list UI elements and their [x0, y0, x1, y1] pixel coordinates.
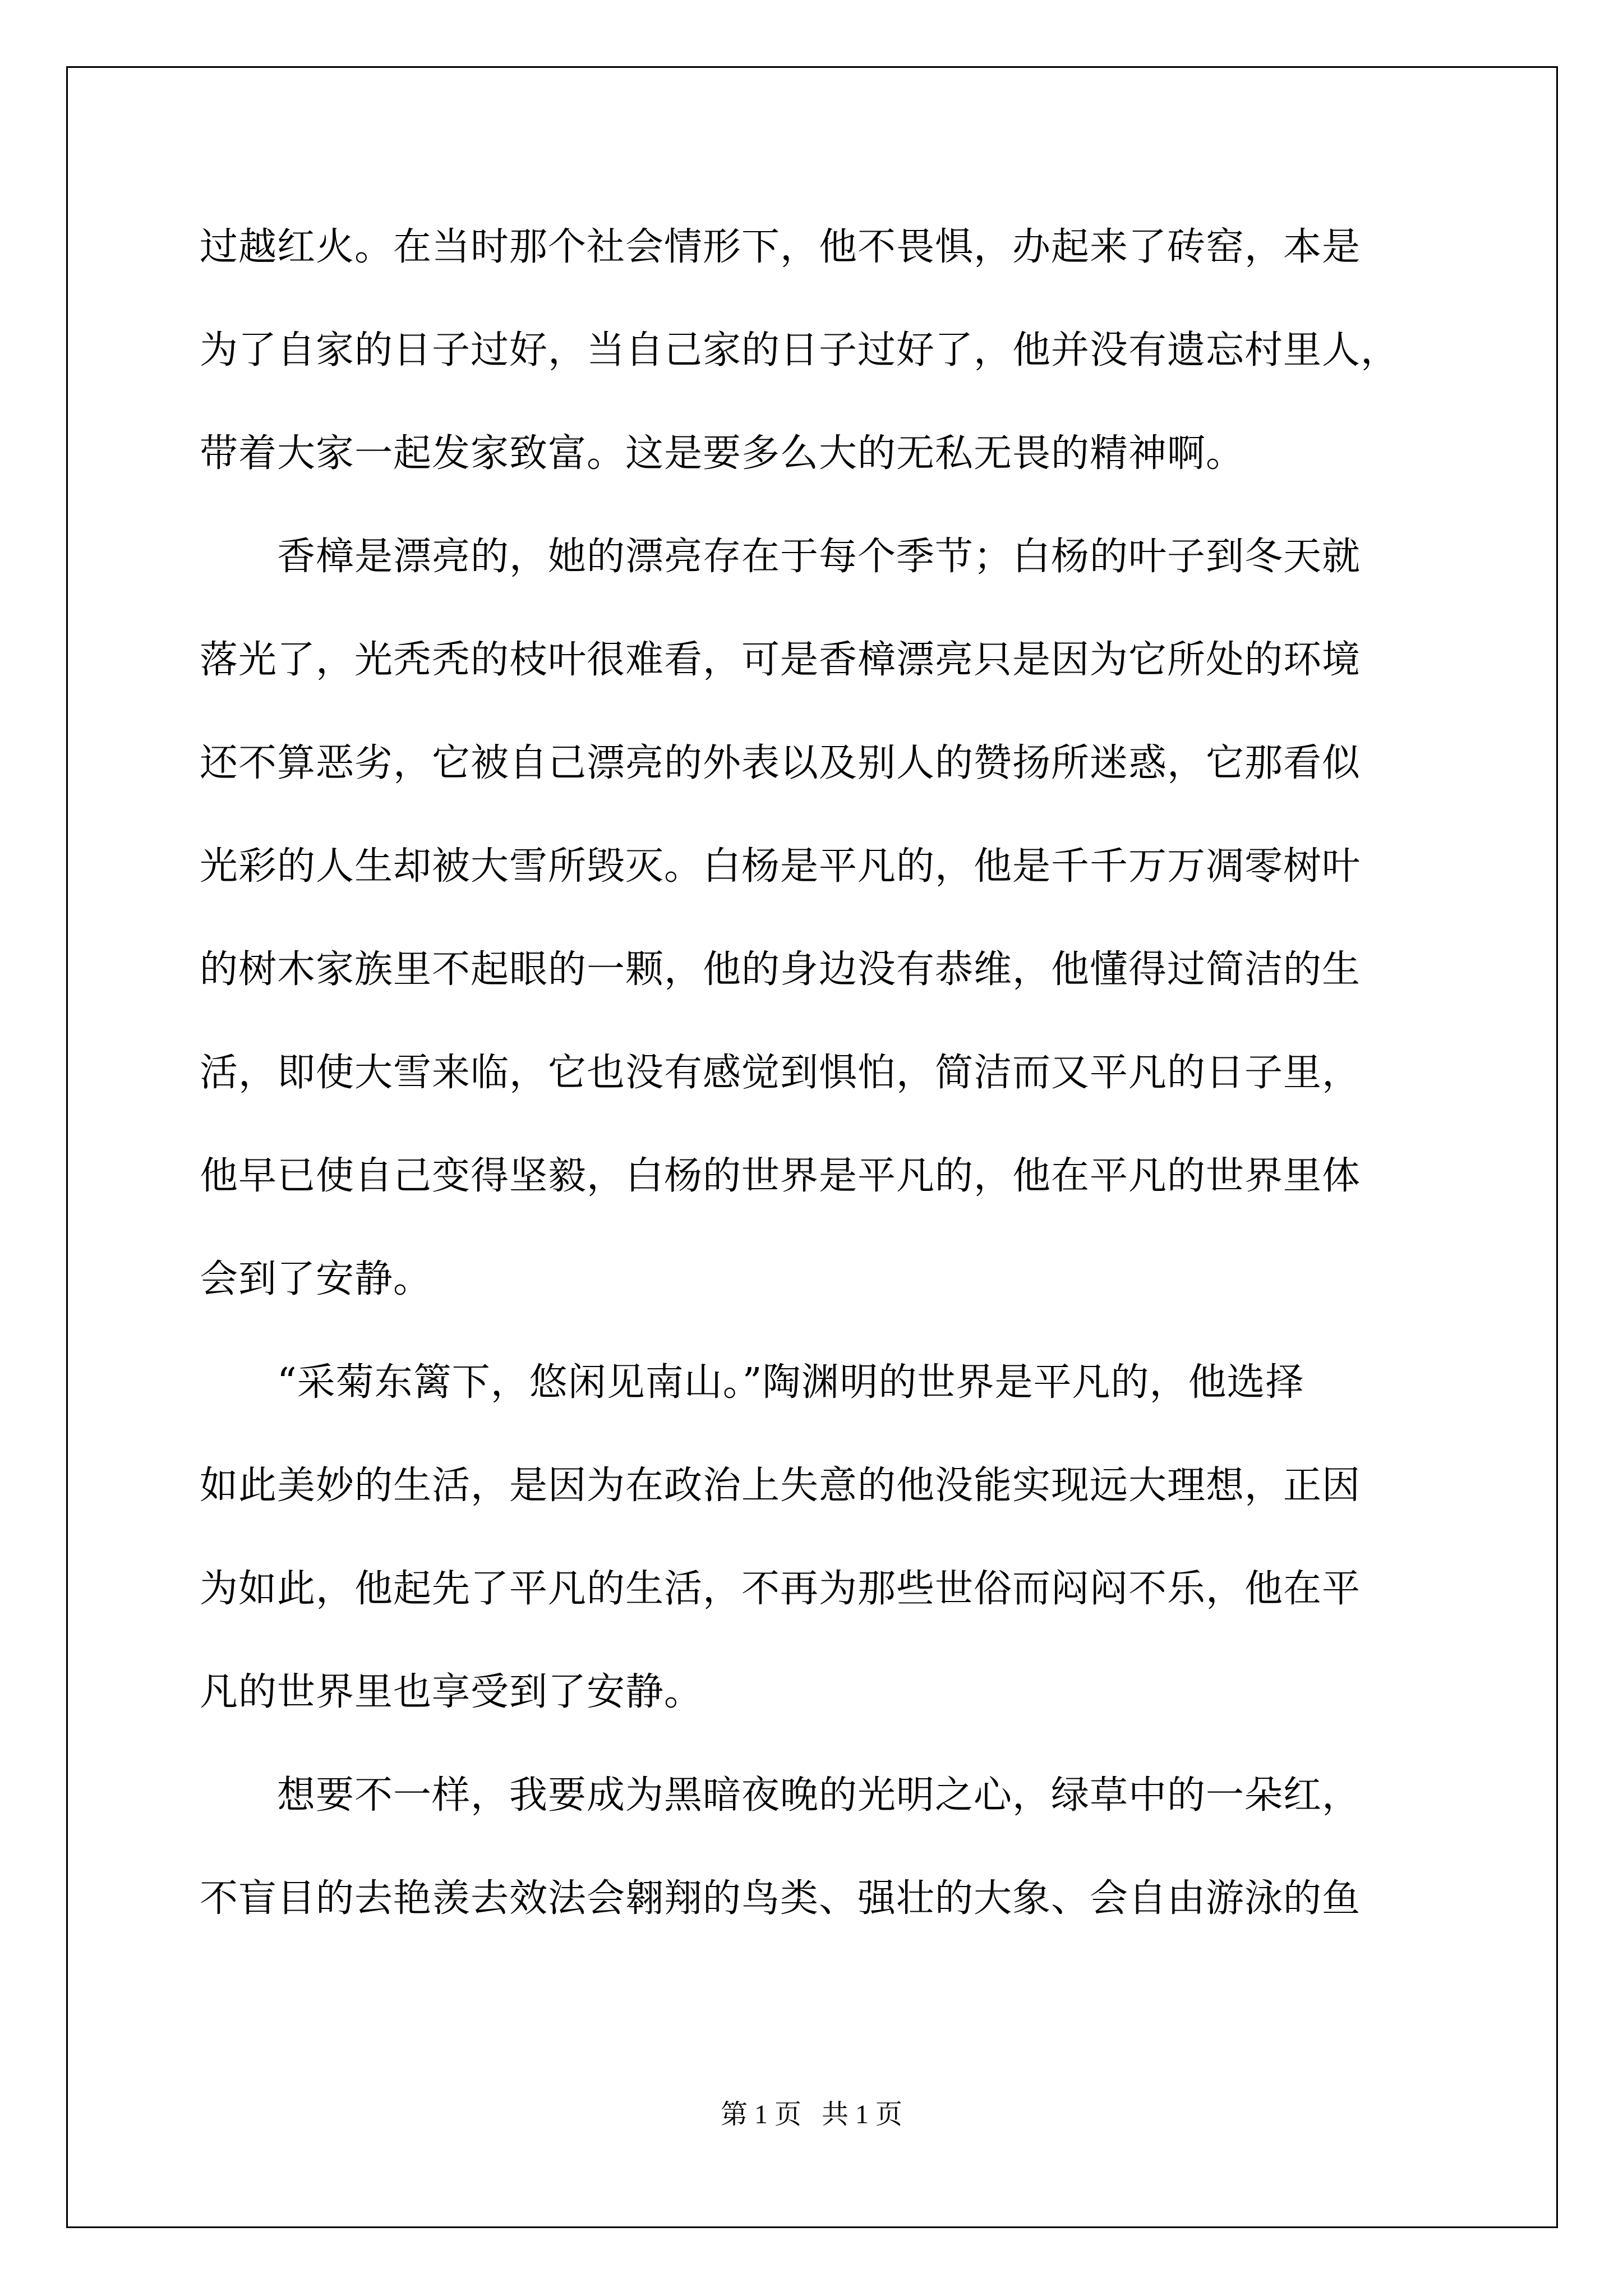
text-line: 还不算恶劣，它被自己漂亮的外表以及别人的赞扬所迷惑，它那看似: [200, 741, 1361, 785]
text-line: “采菊东篱下，悠闲见南山。”陶渊明的世界是平凡的，他选择: [200, 1360, 1304, 1405]
page-number-footer: 第 1 页 共 1 页: [720, 2100, 902, 2129]
text-line: 为如此，他起先了平凡的生活，不再为那些世俗而闷闷不乐，他在平: [200, 1567, 1361, 1611]
document-body: [200, 217, 1428, 1971]
text-line: 香樟是漂亮的，她的漂亮存在于每个季节；白杨的叶子到冬天就: [200, 535, 1361, 579]
text-line: 带着大家一起发家致富。这是要多么大的无私无畏的精神啊。: [200, 431, 1245, 476]
text-line: 会到了安静。: [200, 1257, 432, 1301]
text-line: 活，即使大雪来临，它也没有感觉到惧怕，简洁而又平凡的日子里，: [200, 1051, 1361, 1095]
text-line: 如此美妙的生活，是因为在政治上失意的他没能实现远大理想，正因: [200, 1464, 1361, 1508]
text-line: 为了自家的日子过好，当自己家的日子过好了，他并没有遗忘村里人，: [200, 328, 1400, 372]
text-line: 落光了，光秃秃的枝叶很难看，可是香樟漂亮只是因为它所处的环境: [200, 638, 1361, 682]
text-line: 凡的世界里也享受到了安静。: [200, 1670, 703, 1714]
text-line: 想要不一样，我要成为黑暗夜晚的光明之心，绿草中的一朵红，: [200, 1773, 1361, 1818]
text-line: 他早已使自己变得坚毅，白杨的世界是平凡的，他在平凡的世界里体: [200, 1154, 1361, 1198]
text-line: 光彩的人生却被大雪所毁灭。白杨是平凡的，他是千千万万凋零树叶: [200, 844, 1361, 889]
text-line: 过越红火。在当时那个社会情形下，他不畏惧，办起来了砖窑，本是: [200, 225, 1361, 269]
text-line: 不盲目的去艳羡去效法会翱翔的鸟类、强壮的大象、会自由游泳的鱼: [200, 1876, 1361, 1921]
text-line: 的树木家族里不起眼的一颗，他的身边没有恭维，他懂得过简洁的生: [200, 947, 1361, 992]
